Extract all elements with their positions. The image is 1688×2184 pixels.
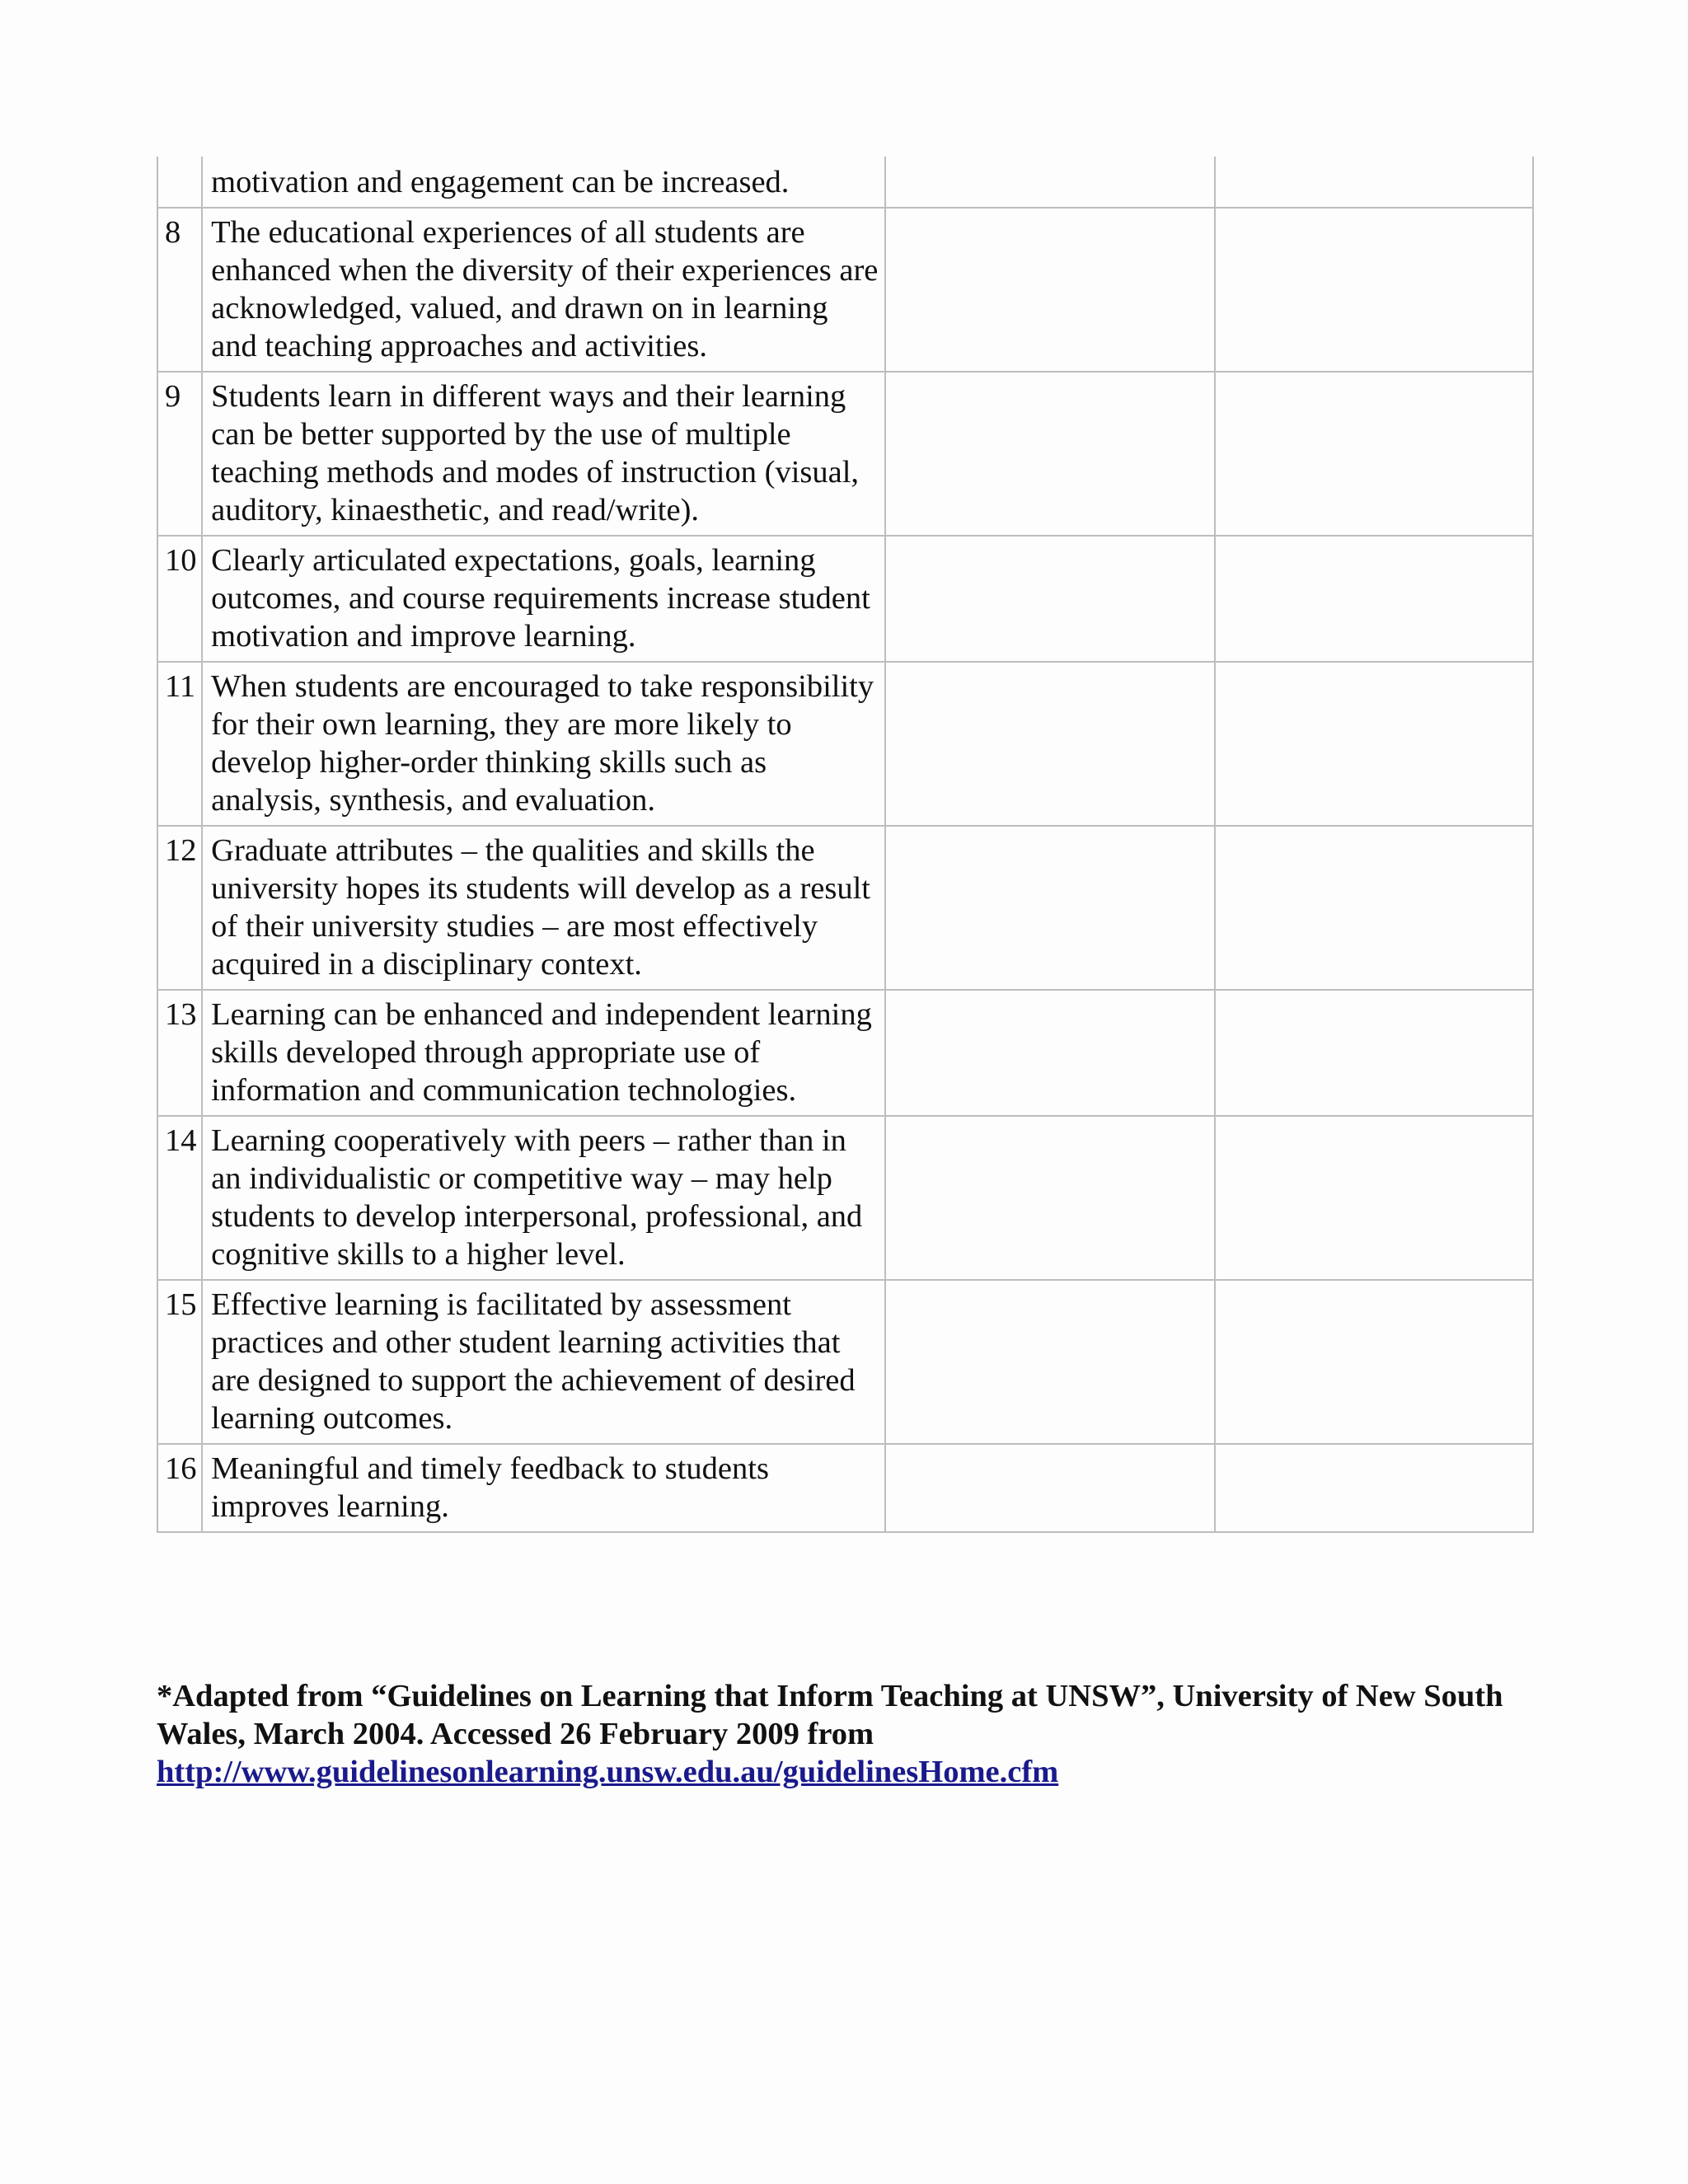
table-row — [157, 1280, 1533, 1444]
guideline-number: 10 — [157, 536, 202, 662]
response-cell-2 — [1215, 208, 1533, 372]
guideline-number: 14 — [157, 1116, 202, 1280]
footnote-text: *Adapted from “Guidelines on Learning that Inform Teaching at UNSW”, University of New South Wales, March 2004. Accessed 26 February 2009 from — [157, 1679, 1503, 1751]
table-row — [157, 826, 1533, 990]
guideline-number: 12 — [157, 826, 202, 990]
response-cell-2 — [1215, 1116, 1533, 1280]
guideline-text: When students are encouraged to take responsibility for their own learning, they are more likely to develop higher-order thinking skills such as analysis, synthesis, and evaluation. — [202, 662, 884, 826]
table-row — [157, 372, 1533, 536]
response-cell-1 — [885, 157, 1215, 208]
guideline-number: 16 — [157, 1444, 202, 1532]
guideline-number: 15 — [157, 1280, 202, 1444]
response-cell-2 — [1215, 372, 1533, 536]
table-row-continuation — [157, 157, 1533, 208]
response-cell-2 — [1215, 826, 1533, 990]
response-cell-2 — [1215, 662, 1533, 826]
guideline-text: Clearly articulated expectations, goals, learning outcomes, and course requirements increase student motivation and improve learning. — [202, 536, 884, 662]
response-cell-1 — [885, 1280, 1215, 1444]
guideline-number — [157, 157, 202, 208]
response-cell-2 — [1215, 990, 1533, 1116]
response-cell-1 — [885, 662, 1215, 826]
response-cell-2 — [1215, 536, 1533, 662]
table-row — [157, 990, 1533, 1116]
guideline-number: 11 — [157, 662, 202, 826]
response-cell-1 — [885, 1444, 1215, 1532]
source-footnote — [157, 1677, 1558, 1791]
table-row — [157, 662, 1533, 826]
table-row — [157, 1116, 1533, 1280]
response-cell-1 — [885, 372, 1215, 536]
guideline-text: motivation and engagement can be increased. — [202, 157, 884, 208]
table-row — [157, 536, 1533, 662]
guideline-text: The educational experiences of all students are enhanced when the diversity of their experiences are acknowledged, valued, and drawn on in learning and teaching approaches and activities. — [202, 208, 884, 372]
response-cell-2 — [1215, 1280, 1533, 1444]
guidelines-table-body — [157, 157, 1533, 1532]
guideline-text: Meaningful and timely feedback to students improves learning. — [202, 1444, 884, 1532]
guideline-text: Learning can be enhanced and independent learning skills developed through appropriate use of information and communication technologies. — [202, 990, 884, 1116]
guideline-text: Graduate attributes – the qualities and skills the university hopes its students will develop as a result of their university studies – are most effectively acquired in a disciplinary context. — [202, 826, 884, 990]
response-cell-2 — [1215, 1444, 1533, 1532]
source-link[interactable]: http://www.guidelinesonlearning.unsw.edu.au/guidelinesHome.cfm — [157, 1755, 1059, 1789]
guideline-text: Learning cooperatively with peers – rather than in an individualistic or competitive way – may help students to develop interpersonal, professional, and cognitive skills to a higher level. — [202, 1116, 884, 1280]
guideline-number: 9 — [157, 372, 202, 536]
table-row — [157, 208, 1533, 372]
response-cell-1 — [885, 208, 1215, 372]
guidelines-table — [157, 157, 1534, 1533]
guideline-text: Effective learning is facilitated by assessment practices and other student learning activities that are designed to support the achievement of desired learning outcomes. — [202, 1280, 884, 1444]
table-row — [157, 1444, 1533, 1532]
response-cell-2 — [1215, 157, 1533, 208]
guideline-number: 13 — [157, 990, 202, 1116]
response-cell-1 — [885, 1116, 1215, 1280]
guideline-number: 8 — [157, 208, 202, 372]
guideline-text: Students learn in different ways and their learning can be better supported by the use of multiple teaching methods and modes of instruction (visual, auditory, kinaesthetic, and read/write). — [202, 372, 884, 536]
response-cell-1 — [885, 826, 1215, 990]
response-cell-1 — [885, 536, 1215, 662]
response-cell-1 — [885, 990, 1215, 1116]
